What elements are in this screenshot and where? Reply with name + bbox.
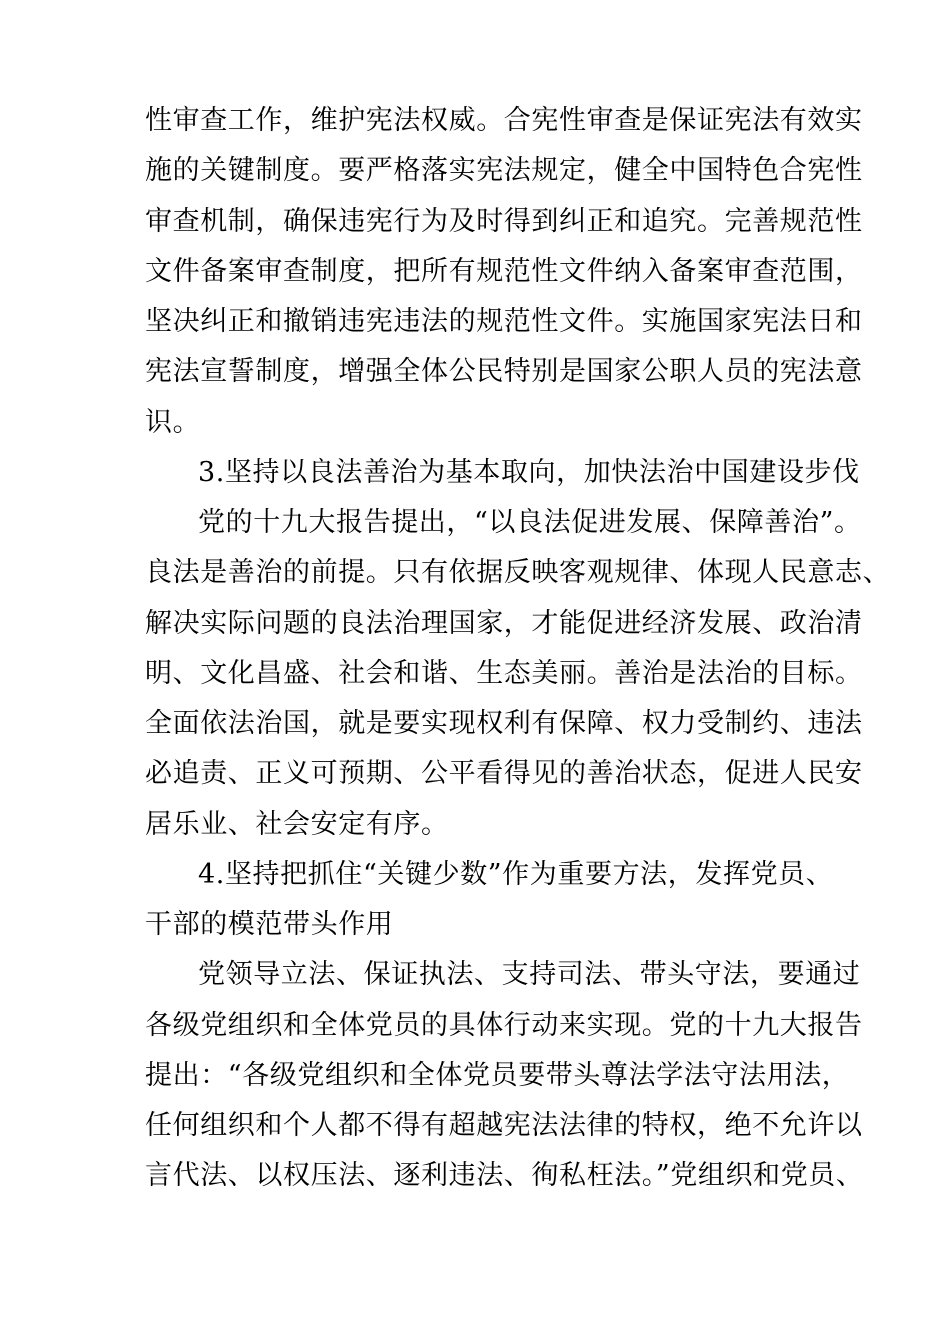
text-line: 全面依法治国，就是要实现权利有保障、权力受制约、违法 — [145, 708, 863, 739]
text-line: 性审查工作，维护宪法权威。合宪性审查是保证宪法有效实 — [145, 105, 863, 136]
text-line: 施的关键制度。要严格落实宪法规定，健全中国特色合宪性 — [145, 155, 863, 187]
text-line: 宪法宣誓制度，增强全体公民特别是国家公职人员的宪法意 — [145, 356, 863, 388]
text-line: 良法是善治的前提。只有依据反映客观规律、体现人民意志、 — [145, 557, 891, 589]
text-line: 言代法、以权压法、逐利违法、徇私枉法。”党组织和党员、 — [145, 1160, 864, 1192]
section-heading-3: 3.坚持以良法善治为基本取向，加快法治中国建设步伐 — [198, 456, 860, 488]
text-line: 明、文化昌盛、社会和谐、生态美丽。善治是法治的目标。 — [145, 657, 863, 689]
text-line: 必追责、正义可预期、公平看得见的善治状态，促进人民安 — [145, 758, 863, 790]
text-line: 居乐业、社会安定有序。 — [145, 808, 449, 840]
text-line: 解决实际问题的良法治理国家，才能促进经济发展、政治清 — [145, 607, 863, 639]
text-line: 提出：“各级党组织和全体党员要带头尊法学法守法用法， — [145, 1059, 850, 1091]
text-line: 文件备案审查制度，把所有规范性文件纳入备案审查范围， — [145, 255, 863, 287]
text-line: 任何组织和个人都不得有超越宪法法律的特权，绝不允许以 — [145, 1110, 863, 1141]
document-page — [145, 96, 891, 1202]
text-line: 识。 — [145, 406, 201, 438]
text-line: 坚决纠正和撤销违宪违法的规范性文件。实施国家宪法日和 — [145, 306, 863, 337]
section-heading-4: 4.坚持把抓住“关键少数”作为重要方法，发挥党员、 — [198, 858, 834, 890]
section-heading-4-continued: 干部的模范带头作用 — [145, 909, 394, 940]
text-line: 各级党组织和全体党员的具体行动来实现。党的十九大报告 — [145, 1009, 863, 1041]
paragraph-start: 党的十九大报告提出，“以良法促进发展、保障善治”。 — [198, 507, 862, 538]
text-line: 审查机制，确保违宪行为及时得到纠正和追究。完善规范性 — [145, 205, 863, 237]
paragraph-start: 党领导立法、保证执法、支持司法、带头守法，要通过 — [198, 959, 861, 991]
